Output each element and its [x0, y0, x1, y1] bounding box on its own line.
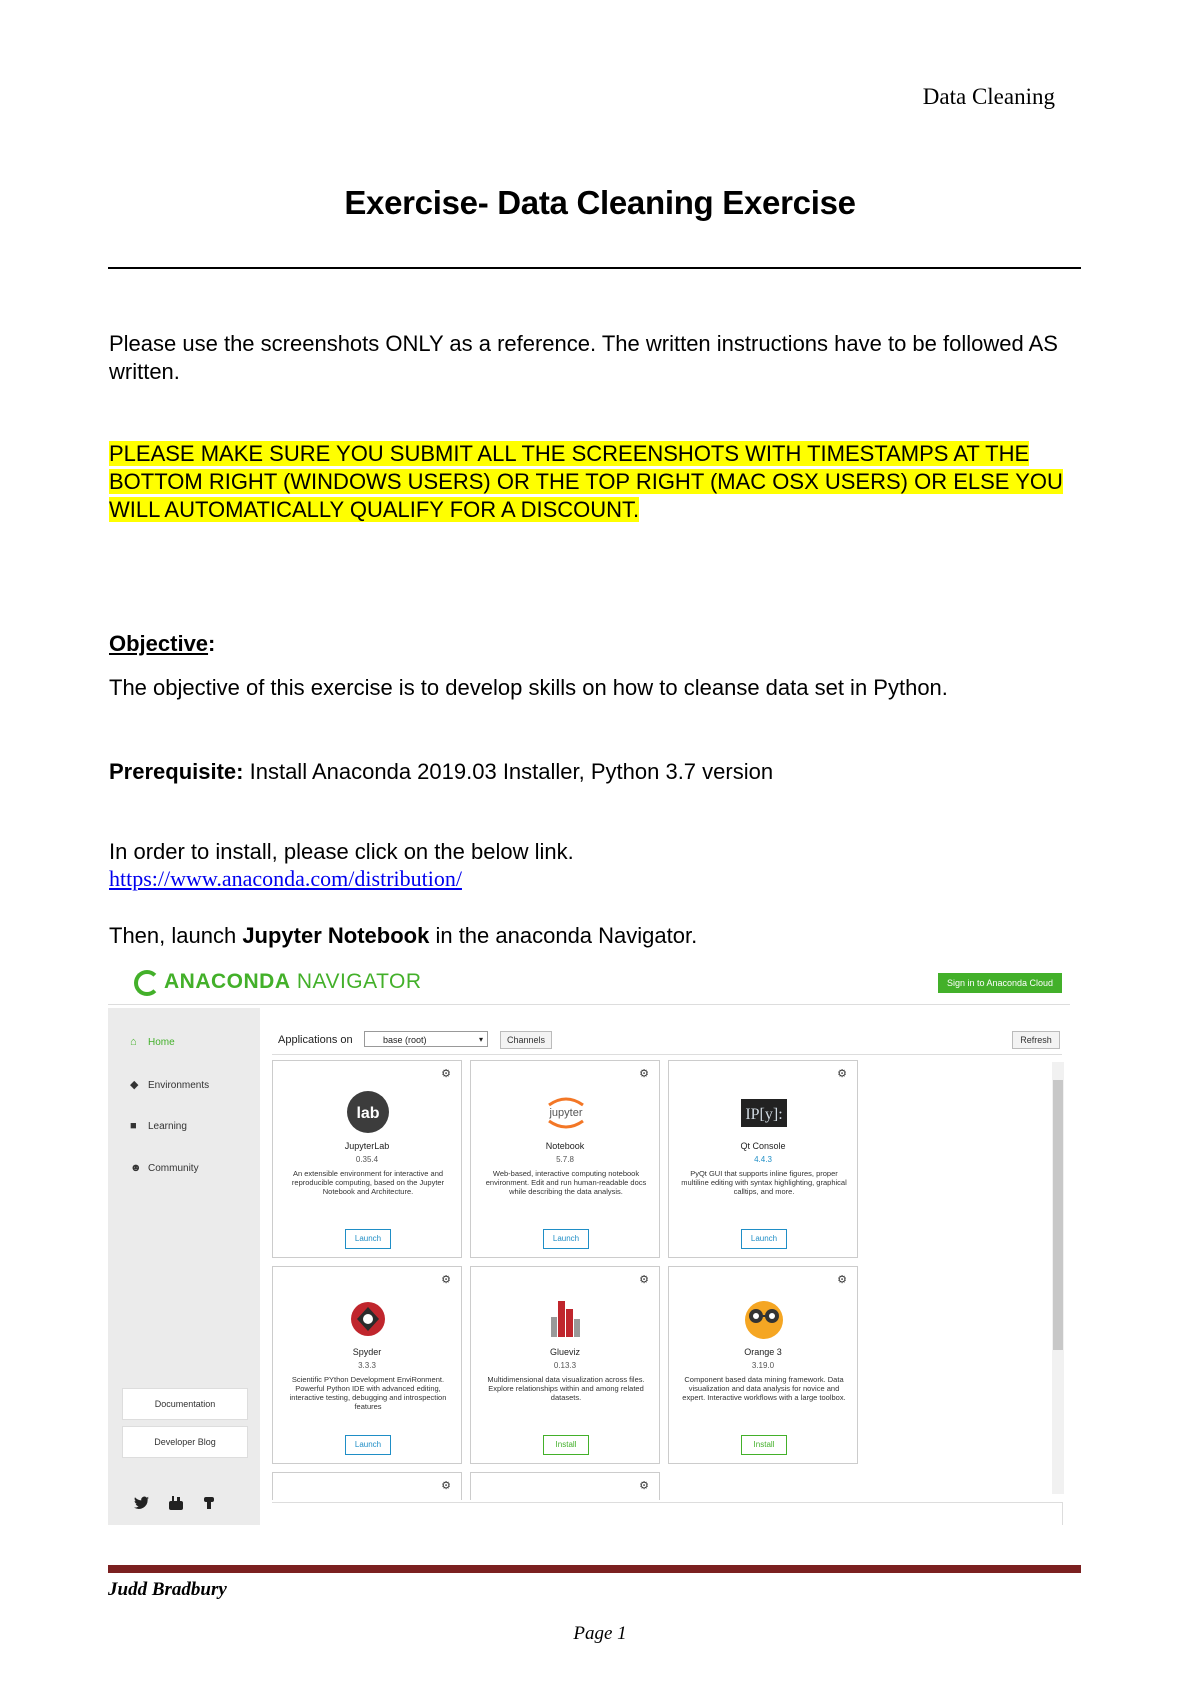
- anaconda-navigator-screenshot: [108, 960, 1070, 1525]
- objective-colon: :: [208, 631, 216, 656]
- app-description: Web-based, interactive computing notebook environment. Edit and run human-readable docs while describing the data analysis.: [485, 1169, 647, 1196]
- warning-text: PLEASE MAKE SURE YOU SUBMIT ALL THE SCREENSHOTS WITH TIMESTAMPS AT THE BOTTOM RIGHT (WINDOWS USERS) OR THE TOP RIGHT (MAC OSX USERS) OR ELSE YOU WILL AUTOMATICALLY QUALIFY FOR A DISCOUNT.: [109, 441, 1063, 522]
- app-version: 0.13.3: [553, 1361, 577, 1370]
- gear-icon[interactable]: ⚙: [441, 1480, 451, 1492]
- prerequisite-label: Prerequisite:: [109, 759, 244, 784]
- youtube-icon[interactable]: [168, 1496, 184, 1513]
- app-name: Orange 3: [744, 1347, 782, 1357]
- developer-blog-button[interactable]: Developer Blog: [122, 1426, 248, 1458]
- gear-icon[interactable]: ⚙: [441, 1068, 451, 1080]
- home-icon: ⌂: [130, 1036, 137, 1048]
- app-grid-scrollbar[interactable]: [1052, 1062, 1064, 1494]
- app-description: Multidimensional data visualization across files. Explore relationships within and among related datasets.: [487, 1375, 645, 1402]
- app-card-partial: [470, 1472, 660, 1500]
- qtconsole-logo-icon: [739, 1089, 789, 1135]
- channels-button[interactable]: Channels: [500, 1031, 552, 1049]
- github-icon[interactable]: [202, 1496, 216, 1513]
- navigator-brand: ANACONDA NAVIGATOR: [164, 970, 422, 993]
- app-card-qtconsole: [668, 1060, 858, 1258]
- objective-text: The objective of this exercise is to develop skills on how to cleanse data set in Python.: [109, 675, 948, 700]
- sidebar-item-environments[interactable]: ◆ Environments: [130, 1079, 210, 1091]
- gear-icon[interactable]: ⚙: [441, 1274, 451, 1286]
- prerequisite-text: Install Anaconda 2019.03 Installer, Python 3.7 version: [243, 759, 774, 784]
- app-description: PyQt GUI that supports inline figures, proper multiline editing with syntax highlighting, graphical calltips, and more.: [681, 1169, 847, 1196]
- app-card-jupyterlab: [272, 1060, 462, 1258]
- app-name: Qt Console: [740, 1141, 786, 1151]
- sidebar-item-home[interactable]: ⌂ Home: [130, 1036, 175, 1048]
- objective-label: Objective: [109, 631, 209, 656]
- launch-bold: Jupyter Notebook: [242, 923, 430, 948]
- jupyterlab-logo-icon: [343, 1089, 393, 1135]
- footer-author: Judd Bradbury: [108, 1579, 227, 1600]
- sidebar-item-learning[interactable]: ■ Learning: [130, 1120, 187, 1132]
- gear-icon[interactable]: ⚙: [639, 1480, 649, 1492]
- environment-select[interactable]: base (root) ▾: [364, 1031, 488, 1047]
- intro-paragraph: Please use the screenshots ONLY as a reference. The written instructions have to be followed AS written.: [109, 331, 1058, 384]
- twitter-icon[interactable]: [134, 1496, 150, 1513]
- app-card-partial: [272, 1472, 462, 1500]
- app-description: Scientific PYthon Development EnviRonment. Powerful Python IDE with advanced editing, interactive testing, debugging and introspection features: [289, 1375, 447, 1411]
- jupyter-logo-icon: [541, 1089, 591, 1135]
- chevron-down-icon: ▾: [478, 1035, 483, 1044]
- glueviz-logo-icon: [541, 1295, 591, 1341]
- page-number: Page 1: [573, 1623, 627, 1644]
- install-instruction: In order to install, please click on the below link.: [109, 839, 574, 864]
- cube-icon: ◆: [130, 1079, 139, 1091]
- applications-on-label: Applications on: [278, 1034, 353, 1046]
- app-card-glueviz: [470, 1266, 660, 1464]
- app-card-notebook: [470, 1060, 660, 1258]
- app-card-orange: [668, 1266, 858, 1464]
- running-header: Data Cleaning: [922, 84, 1055, 109]
- timestamp-warning: [109, 440, 1069, 524]
- prerequisite-line: [109, 758, 1069, 786]
- footer-divider: [108, 1565, 1081, 1573]
- refresh-button[interactable]: Refresh: [1012, 1031, 1060, 1049]
- svg-text:lab: lab: [356, 1105, 380, 1122]
- launch-instruction: [109, 922, 1069, 950]
- people-icon: ☻: [130, 1162, 142, 1174]
- launch-button[interactable]: Launch: [741, 1229, 787, 1249]
- gear-icon[interactable]: ⚙: [639, 1274, 649, 1286]
- gear-icon[interactable]: ⚙: [837, 1274, 847, 1286]
- orange-logo-icon: [739, 1295, 789, 1341]
- app-name: Notebook: [545, 1141, 585, 1151]
- svg-text:jupyter: jupyter: [549, 1107, 583, 1119]
- app-name: JupyterLab: [344, 1141, 390, 1151]
- app-grid: [272, 1060, 1070, 1500]
- sign-in-button[interactable]: Sign in to Anaconda Cloud: [938, 973, 1062, 993]
- app-description: Component based data mining framework. Data visualization and data analysis for novice and expert. Interactive workflows with a large toolbox.: [682, 1375, 846, 1402]
- app-version: 3.3.3: [358, 1361, 376, 1370]
- anaconda-logo-icon: [134, 970, 160, 996]
- app-name: Glueviz: [549, 1347, 580, 1357]
- install-button[interactable]: Install: [741, 1435, 787, 1455]
- app-version: 0.35.4: [355, 1155, 379, 1164]
- objective-heading: [109, 630, 1069, 658]
- documentation-button[interactable]: Documentation: [122, 1388, 248, 1420]
- app-card-spyder: [272, 1266, 462, 1464]
- navigator-footer-bar: [272, 1502, 1063, 1525]
- install-button[interactable]: Install: [543, 1435, 589, 1455]
- gear-icon[interactable]: ⚙: [639, 1068, 649, 1080]
- applications-toolbar: [272, 1026, 1062, 1055]
- navigator-sidebar: [108, 1008, 260, 1525]
- book-icon: ■: [130, 1120, 137, 1132]
- title-divider: [108, 267, 1081, 269]
- spyder-logo-icon: [343, 1295, 393, 1341]
- app-version: 3.19.0: [751, 1361, 775, 1370]
- launch-after: in the anaconda Navigator.: [429, 923, 698, 948]
- launch-button[interactable]: Launch: [345, 1435, 391, 1455]
- scrollbar-thumb[interactable]: [1053, 1080, 1063, 1350]
- app-version: 4.4.3: [754, 1155, 772, 1164]
- anaconda-download-link[interactable]: https://www.anaconda.com/distribution/: [109, 866, 462, 891]
- svg-text:IP[y]:: IP[y]:: [745, 1106, 783, 1123]
- sidebar-item-community[interactable]: ☻ Community: [130, 1162, 199, 1174]
- page-title: Exercise- Data Cleaning Exercise: [344, 184, 856, 221]
- launch-button[interactable]: Launch: [345, 1229, 391, 1249]
- launch-button[interactable]: Launch: [543, 1229, 589, 1249]
- app-version: 5.7.8: [556, 1155, 574, 1164]
- navigator-header: [108, 960, 1070, 1005]
- launch-before: Then, launch: [109, 923, 243, 948]
- gear-icon[interactable]: ⚙: [837, 1068, 847, 1080]
- app-description: An extensible environment for interactive and reproducible computing, based on the Jupyter Notebook and Architecture.: [291, 1169, 445, 1196]
- app-name: Spyder: [352, 1347, 382, 1357]
